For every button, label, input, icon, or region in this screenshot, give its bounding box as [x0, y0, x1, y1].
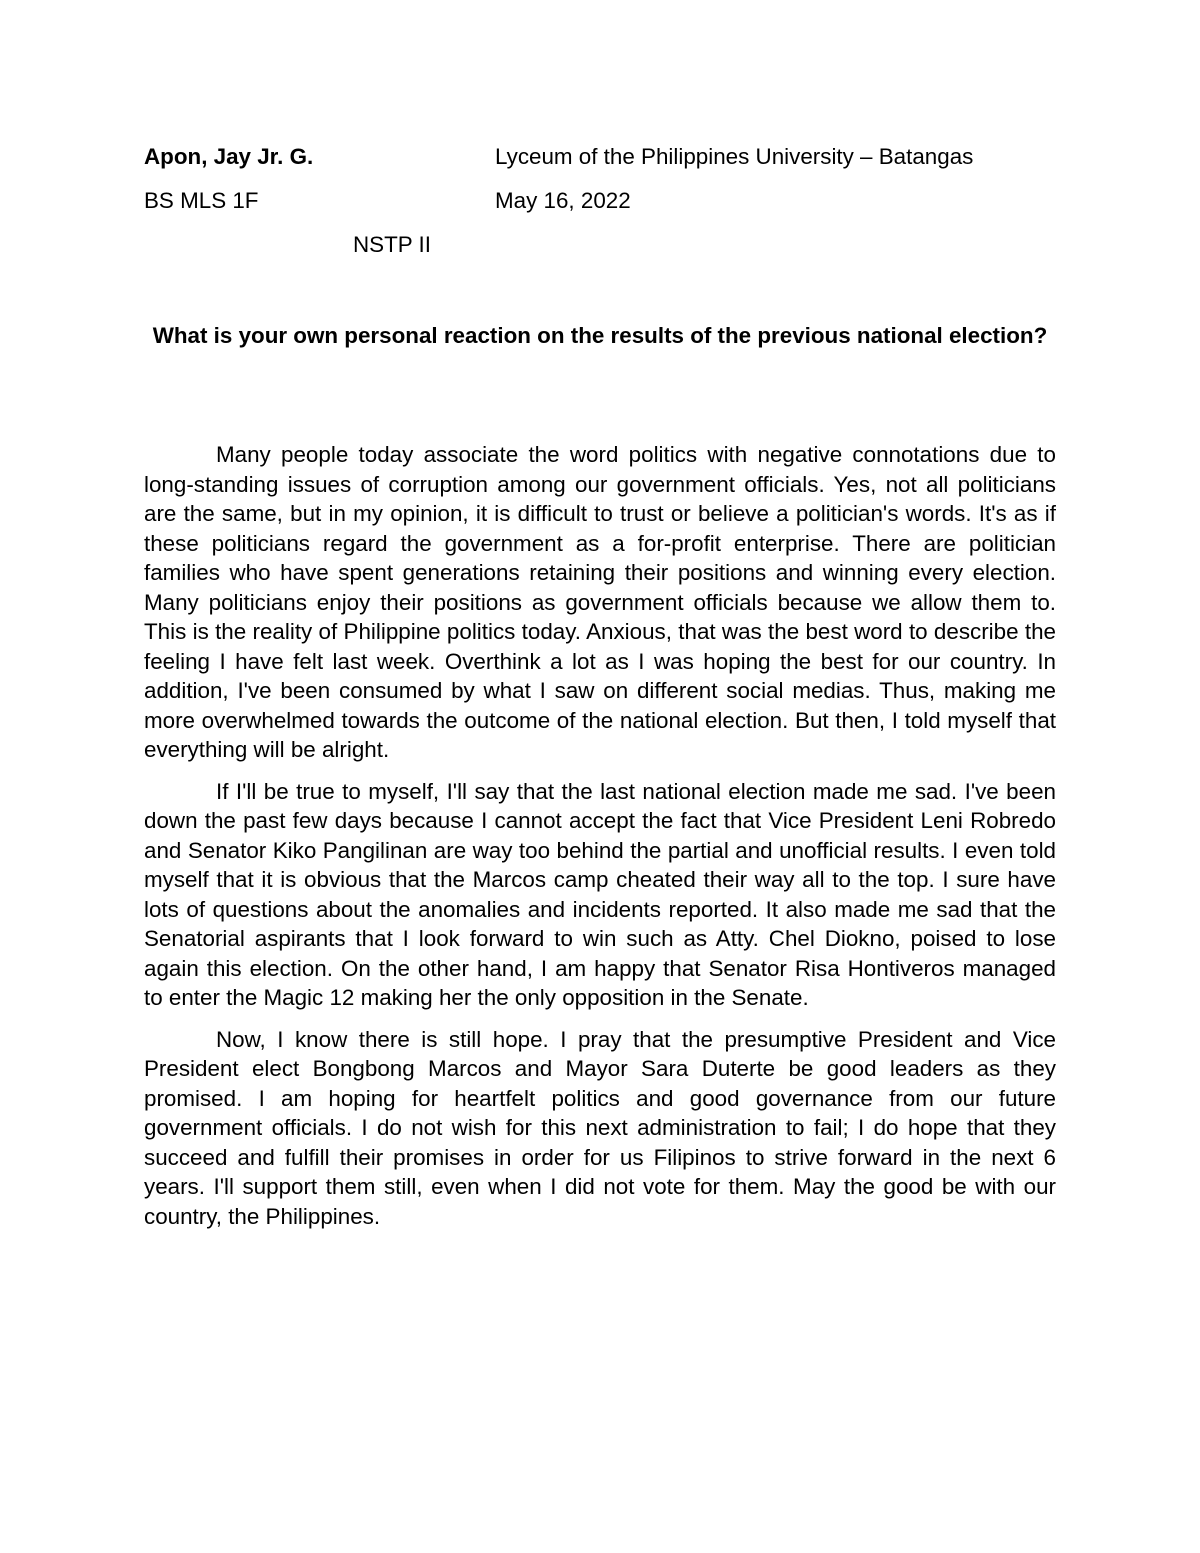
document-date: May 16, 2022 [495, 188, 631, 213]
subject-name: NSTP II [353, 232, 431, 257]
essay-paragraph-3: Now, I know there is still hope. I pray that the presumptive President and Vice President elect Bongbong Marcos and Mayor Sara Duterte be good leaders as they promised. I am hoping for heartfelt politics and good governance from our future government officials. I do not wish for this next administration to fail; I do hope that they succeed and fulfill their promises in order for us Filipinos to strive forward in the next 6 years. I'll support them still, even when I did not vote for them. May the good be with our country, the Philippines. [144, 1026, 1056, 1229]
essay-paragraph-1: Many people today associate the word politics with negative connotations due to long-standing issues of corruption among our government officials. Yes, not all politicians are the same, but in my opinion, it is difficult to trust or believe a politician's words. It's as if these politicians regard the government as a for-profit enterprise. There are politician families who have spent generations retaining their positions and winning every election. Many politicians enjoy their positions as government officials because we allow them to. This is the reality of Philippine politics today. Anxious, that was the best word to describe the feeling I have felt last week. Overthink a lot as I was hoping the best for our country. In addition, I've been consumed by what I saw on different social medias. Thus, making me more overwhelmed towards the outcome of the national election. But then, I told myself that everything will be alright. [144, 442, 1056, 762]
course-section: BS MLS 1F [144, 188, 259, 213]
institution-name: Lyceum of the Philippines University – Batangas [495, 144, 974, 169]
essay-question: What is your own personal reaction on the results of the previous national election? [152, 323, 1048, 348]
essay-body [144, 440, 1056, 1243]
student-name: Apon, Jay Jr. G. [144, 144, 314, 169]
essay-paragraph-2: If I'll be true to myself, I'll say that the last national election made me sad. I've been down the past few days because I cannot accept the fact that Vice President Leni Robredo and Senator Kiko Pangilinan are way too behind the partial and unofficial results. I even told myself that it is obvious that the Marcos camp cheated their way all to the top. I sure have lots of questions about the anomalies and incidents reported. It also made me sad that the Senatorial aspirants that I look forward to win such as Atty. Chel Diokno, poised to lose again this election. On the other hand, I am happy that Senator Risa Hontiveros managed to enter the Magic 12 making her the only opposition in the Senate. [144, 778, 1056, 1010]
